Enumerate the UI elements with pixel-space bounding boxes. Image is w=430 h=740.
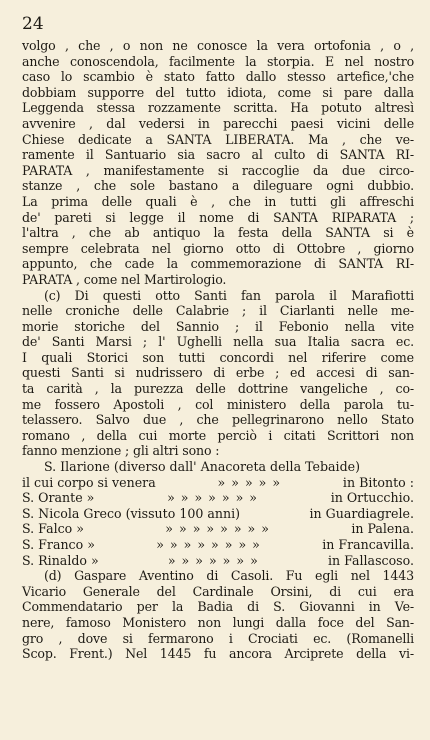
text-line: de' pareti si legge il nome di SANTA RIPARATA ; bbox=[22, 209, 414, 225]
saint-name: S. Franco » bbox=[22, 537, 95, 552]
saint-place: in Guardiagrele. bbox=[309, 505, 414, 521]
text-line: telassero. Salvo due , che pellegrinarono nello Stato bbox=[22, 412, 414, 428]
saint-row bbox=[22, 553, 414, 569]
text-line: morie storiche del Sannio ; il Febonio nella vite bbox=[22, 318, 414, 334]
text-line: avvenire , dal vedersi in parecchi paesi vicini delle bbox=[22, 115, 414, 131]
text-line: (c) Di questi otto Santi fan parola il Marafiotti bbox=[44, 287, 414, 303]
saint-row bbox=[22, 490, 414, 506]
footnote-c bbox=[22, 288, 414, 460]
main-text bbox=[22, 38, 414, 288]
saint-name: S. Nicola Greco (vissuto 100 anni) bbox=[22, 505, 241, 521]
text-line: nere, famoso Monistero non lungi dalla foce del San- bbox=[22, 614, 414, 630]
saint-name: S. Ilarione (diverso dall' Anacoreta della Tebaide) bbox=[44, 459, 360, 475]
saint-row bbox=[22, 521, 414, 537]
ditto-marks: » » » » » » » » bbox=[156, 537, 261, 552]
text-line: anche conoscendola, facilmente la storpia. E nel nostro bbox=[22, 53, 414, 69]
saints-list bbox=[22, 459, 414, 568]
text-line: nelle croniche delle Calabrie ; il Ciarlanti nelle me- bbox=[22, 303, 414, 319]
text-line: I quali Storici son tutti concordi nel riferire come bbox=[22, 349, 414, 365]
text-line: PARATA , come nel Martirologio. bbox=[22, 271, 227, 287]
saint-place: in Palena. bbox=[351, 521, 414, 537]
text-line: La prima delle quali è , che in tutti gli affreschi bbox=[22, 193, 414, 209]
saint-name: S. Falco » bbox=[22, 521, 84, 537]
saint-place: in Fallascoso. bbox=[327, 552, 414, 568]
saint-place: in Bitonto : bbox=[342, 474, 414, 490]
saint-name: S. Rinaldo » bbox=[22, 552, 99, 568]
saint-place: in Ortucchio. bbox=[330, 490, 414, 506]
text-line: stanze , che sole bastano a dileguare ogni dubbio. bbox=[22, 178, 414, 194]
ditto-marks: » » » » » » » » bbox=[165, 521, 270, 537]
saint-row bbox=[22, 459, 414, 475]
saint-row bbox=[22, 475, 414, 491]
text-line: gro , dove si fermarono i Crociati ec. (Romanelli bbox=[22, 630, 414, 646]
text-line: l'altra , che ab antiquo la festa della SANTA si è bbox=[22, 225, 414, 241]
footnote-d bbox=[22, 568, 414, 662]
text-line: romano , della cui morte perciò i citati Scrittori non bbox=[22, 427, 414, 443]
saint-row bbox=[22, 537, 414, 553]
text-line: appunto, che cade la commemorazione di SANTA RI- bbox=[22, 256, 414, 272]
text-line: me fossero Apostoli , col ministero della parola tu- bbox=[22, 396, 414, 412]
ditto-marks: » » » » » » » bbox=[167, 552, 259, 568]
text-line: ramente il Santuario sia sacro al culto di SANTA RI- bbox=[22, 147, 414, 163]
saint-name: S. Orante » bbox=[22, 490, 95, 506]
text-line: Scop. Frent.) Nel 1445 fu ancora Arciprete della vi- bbox=[22, 646, 414, 662]
saint-row bbox=[22, 506, 414, 522]
text-line: Chiese dedicate a SANTA LIBERATA. Ma , che ve- bbox=[22, 131, 414, 147]
saint-place: in Francavilla. bbox=[322, 537, 414, 552]
text-line: Leggenda stessa rozzamente scritta. Ha potuto altresì bbox=[22, 100, 414, 116]
text-line: Commendatario per la Badia di S. Giovanni in Ve- bbox=[22, 599, 414, 615]
text-line: caso lo scambio è stato fatto dallo stesso artefice,'che bbox=[22, 69, 414, 85]
text-line: de' Santi Marsi ; l' Ughelli nella sua Italia sacra ec. bbox=[22, 334, 414, 350]
text-line: questi Santi si nudrissero di erbe ; ed accesi di san- bbox=[22, 365, 414, 381]
text-line: Vicario Generale del Cardinale Orsini, di cui era bbox=[22, 583, 414, 599]
page-number: 24 bbox=[22, 14, 44, 34]
text-line: (d) Gaspare Aventino di Casoli. Fu egli nel 1443 bbox=[44, 568, 414, 584]
text-line: PARATA , manifestamente si raccoglie da due circo- bbox=[22, 162, 414, 178]
ditto-marks bbox=[240, 506, 310, 522]
text-line: sempre celebrata nel giorno otto di Ottobre , giorno bbox=[22, 240, 414, 256]
ditto-marks: » » » » » bbox=[217, 474, 282, 490]
saint-name: il cui corpo si venera bbox=[22, 474, 156, 490]
text-line: dobbiam supporre del tutto idiota, come si pare dalla bbox=[22, 84, 414, 100]
text-line: fanno menzione ; gli altri sono : bbox=[22, 443, 220, 459]
text-line: ta carità , la purezza delle dottrine vangeliche , co- bbox=[22, 381, 414, 397]
text-line: volgo , che , o non ne conosce la vera ortofonia , o , bbox=[22, 38, 414, 53]
ditto-marks: » » » » » » » bbox=[167, 490, 259, 506]
